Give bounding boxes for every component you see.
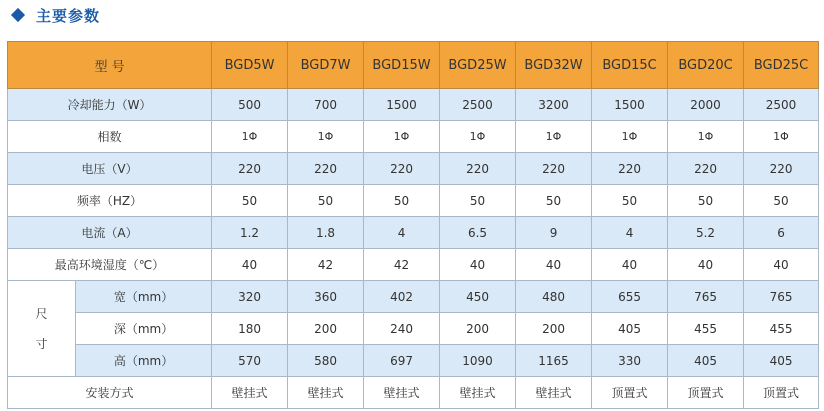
table-cell: 50	[212, 185, 288, 217]
table-cell: 2500	[440, 89, 516, 121]
table-cell: 570	[212, 345, 288, 377]
table-cell: 220	[516, 153, 592, 185]
table-cell: 1Φ	[440, 121, 516, 153]
row-label: 相数	[8, 121, 212, 153]
model-header-cell: BGD15C	[592, 42, 668, 89]
table-row	[8, 249, 819, 281]
table-cell: 2000	[668, 89, 744, 121]
table-cell: 壁挂式	[288, 377, 364, 409]
row-label: 电压（V）	[8, 153, 212, 185]
model-header-cell: BGD32W	[516, 42, 592, 89]
table-cell: 顶置式	[668, 377, 744, 409]
row-label: 最高环境湿度（℃）	[8, 249, 212, 281]
row-label: 频率（HZ）	[8, 185, 212, 217]
table-cell: 405	[592, 313, 668, 345]
model-header-cell: BGD20C	[668, 42, 744, 89]
table-cell: 6.5	[440, 217, 516, 249]
diamond-bullet-icon	[11, 8, 25, 22]
table-cell: 1Φ	[668, 121, 744, 153]
spec-table	[7, 41, 819, 409]
table-cell: 顶置式	[744, 377, 819, 409]
model-header-cell: BGD7W	[288, 42, 364, 89]
table-cell: 480	[516, 281, 592, 313]
table-row	[8, 313, 819, 345]
table-cell: 42	[364, 249, 440, 281]
table-cell: 1Φ	[592, 121, 668, 153]
table-cell: 700	[288, 89, 364, 121]
table-cell: 1Φ	[212, 121, 288, 153]
table-cell: 330	[592, 345, 668, 377]
table-cell: 40	[440, 249, 516, 281]
table-row	[8, 345, 819, 377]
table-cell: 320	[212, 281, 288, 313]
table-cell: 5.2	[668, 217, 744, 249]
row-label: 深（mm）	[76, 313, 212, 345]
table-cell: 3200	[516, 89, 592, 121]
dimension-label-char: 尺	[35, 306, 48, 321]
table-cell: 9	[516, 217, 592, 249]
table-cell: 壁挂式	[440, 377, 516, 409]
table-cell: 200	[288, 313, 364, 345]
table-cell: 42	[288, 249, 364, 281]
table-cell: 220	[212, 153, 288, 185]
table-cell: 220	[592, 153, 668, 185]
table-cell: 765	[668, 281, 744, 313]
table-cell: 580	[288, 345, 364, 377]
table-cell: 220	[364, 153, 440, 185]
table-row	[8, 89, 819, 121]
table-cell: 1165	[516, 345, 592, 377]
table-cell: 1Φ	[288, 121, 364, 153]
table-cell: 220	[744, 153, 819, 185]
table-cell: 200	[516, 313, 592, 345]
table-cell: 180	[212, 313, 288, 345]
model-header-cell: BGD25W	[440, 42, 516, 89]
table-cell: 455	[668, 313, 744, 345]
table-cell: 697	[364, 345, 440, 377]
table-cell: 40	[668, 249, 744, 281]
model-header-cell: BGD25C	[744, 42, 819, 89]
table-cell: 壁挂式	[212, 377, 288, 409]
table-cell: 50	[288, 185, 364, 217]
section-heading	[8, 4, 100, 26]
table-cell: 220	[668, 153, 744, 185]
model-header-cell: BGD15W	[364, 42, 440, 89]
table-row	[8, 377, 819, 409]
model-header-label: 型 号	[8, 42, 212, 89]
table-cell: 40	[744, 249, 819, 281]
model-header-cell: BGD5W	[212, 42, 288, 89]
row-label: 安装方式	[8, 377, 212, 409]
table-row	[8, 153, 819, 185]
table-cell: 4	[364, 217, 440, 249]
table-row	[8, 185, 819, 217]
table-cell: 50	[516, 185, 592, 217]
table-row	[8, 217, 819, 249]
row-label: 冷却能力（W）	[8, 89, 212, 121]
table-cell: 655	[592, 281, 668, 313]
table-cell: 1Φ	[744, 121, 819, 153]
table-cell: 2500	[744, 89, 819, 121]
dimension-label-char: 寸	[35, 336, 48, 351]
table-cell: 360	[288, 281, 364, 313]
table-cell: 1500	[592, 89, 668, 121]
table-cell: 壁挂式	[364, 377, 440, 409]
row-label: 电流（A）	[8, 217, 212, 249]
table-cell: 1Φ	[516, 121, 592, 153]
section-title: 主要参数	[36, 6, 101, 25]
header-row	[8, 42, 819, 89]
table-cell: 壁挂式	[516, 377, 592, 409]
table-cell: 顶置式	[592, 377, 668, 409]
table-cell: 50	[744, 185, 819, 217]
table-cell: 455	[744, 313, 819, 345]
table-cell: 405	[744, 345, 819, 377]
table-cell: 240	[364, 313, 440, 345]
table-cell: 220	[440, 153, 516, 185]
table-cell: 4	[592, 217, 668, 249]
table-cell: 765	[744, 281, 819, 313]
table-cell: 1.8	[288, 217, 364, 249]
table-cell: 1500	[364, 89, 440, 121]
table-cell: 50	[364, 185, 440, 217]
table-cell: 220	[288, 153, 364, 185]
table-row	[8, 281, 819, 313]
table-cell: 1.2	[212, 217, 288, 249]
table-cell: 450	[440, 281, 516, 313]
table-cell: 1090	[440, 345, 516, 377]
table-row	[8, 121, 819, 153]
table-cell: 6	[744, 217, 819, 249]
table-cell: 50	[668, 185, 744, 217]
table-cell: 1Φ	[364, 121, 440, 153]
row-label: 高（mm）	[76, 345, 212, 377]
table-cell: 40	[212, 249, 288, 281]
row-label: 宽（mm）	[76, 281, 212, 313]
table-cell: 402	[364, 281, 440, 313]
table-cell: 200	[440, 313, 516, 345]
table-cell: 40	[516, 249, 592, 281]
table-cell: 50	[440, 185, 516, 217]
table-cell: 500	[212, 89, 288, 121]
dimension-group-label	[8, 281, 76, 377]
table-cell: 40	[592, 249, 668, 281]
table-cell: 405	[668, 345, 744, 377]
table-cell: 50	[592, 185, 668, 217]
